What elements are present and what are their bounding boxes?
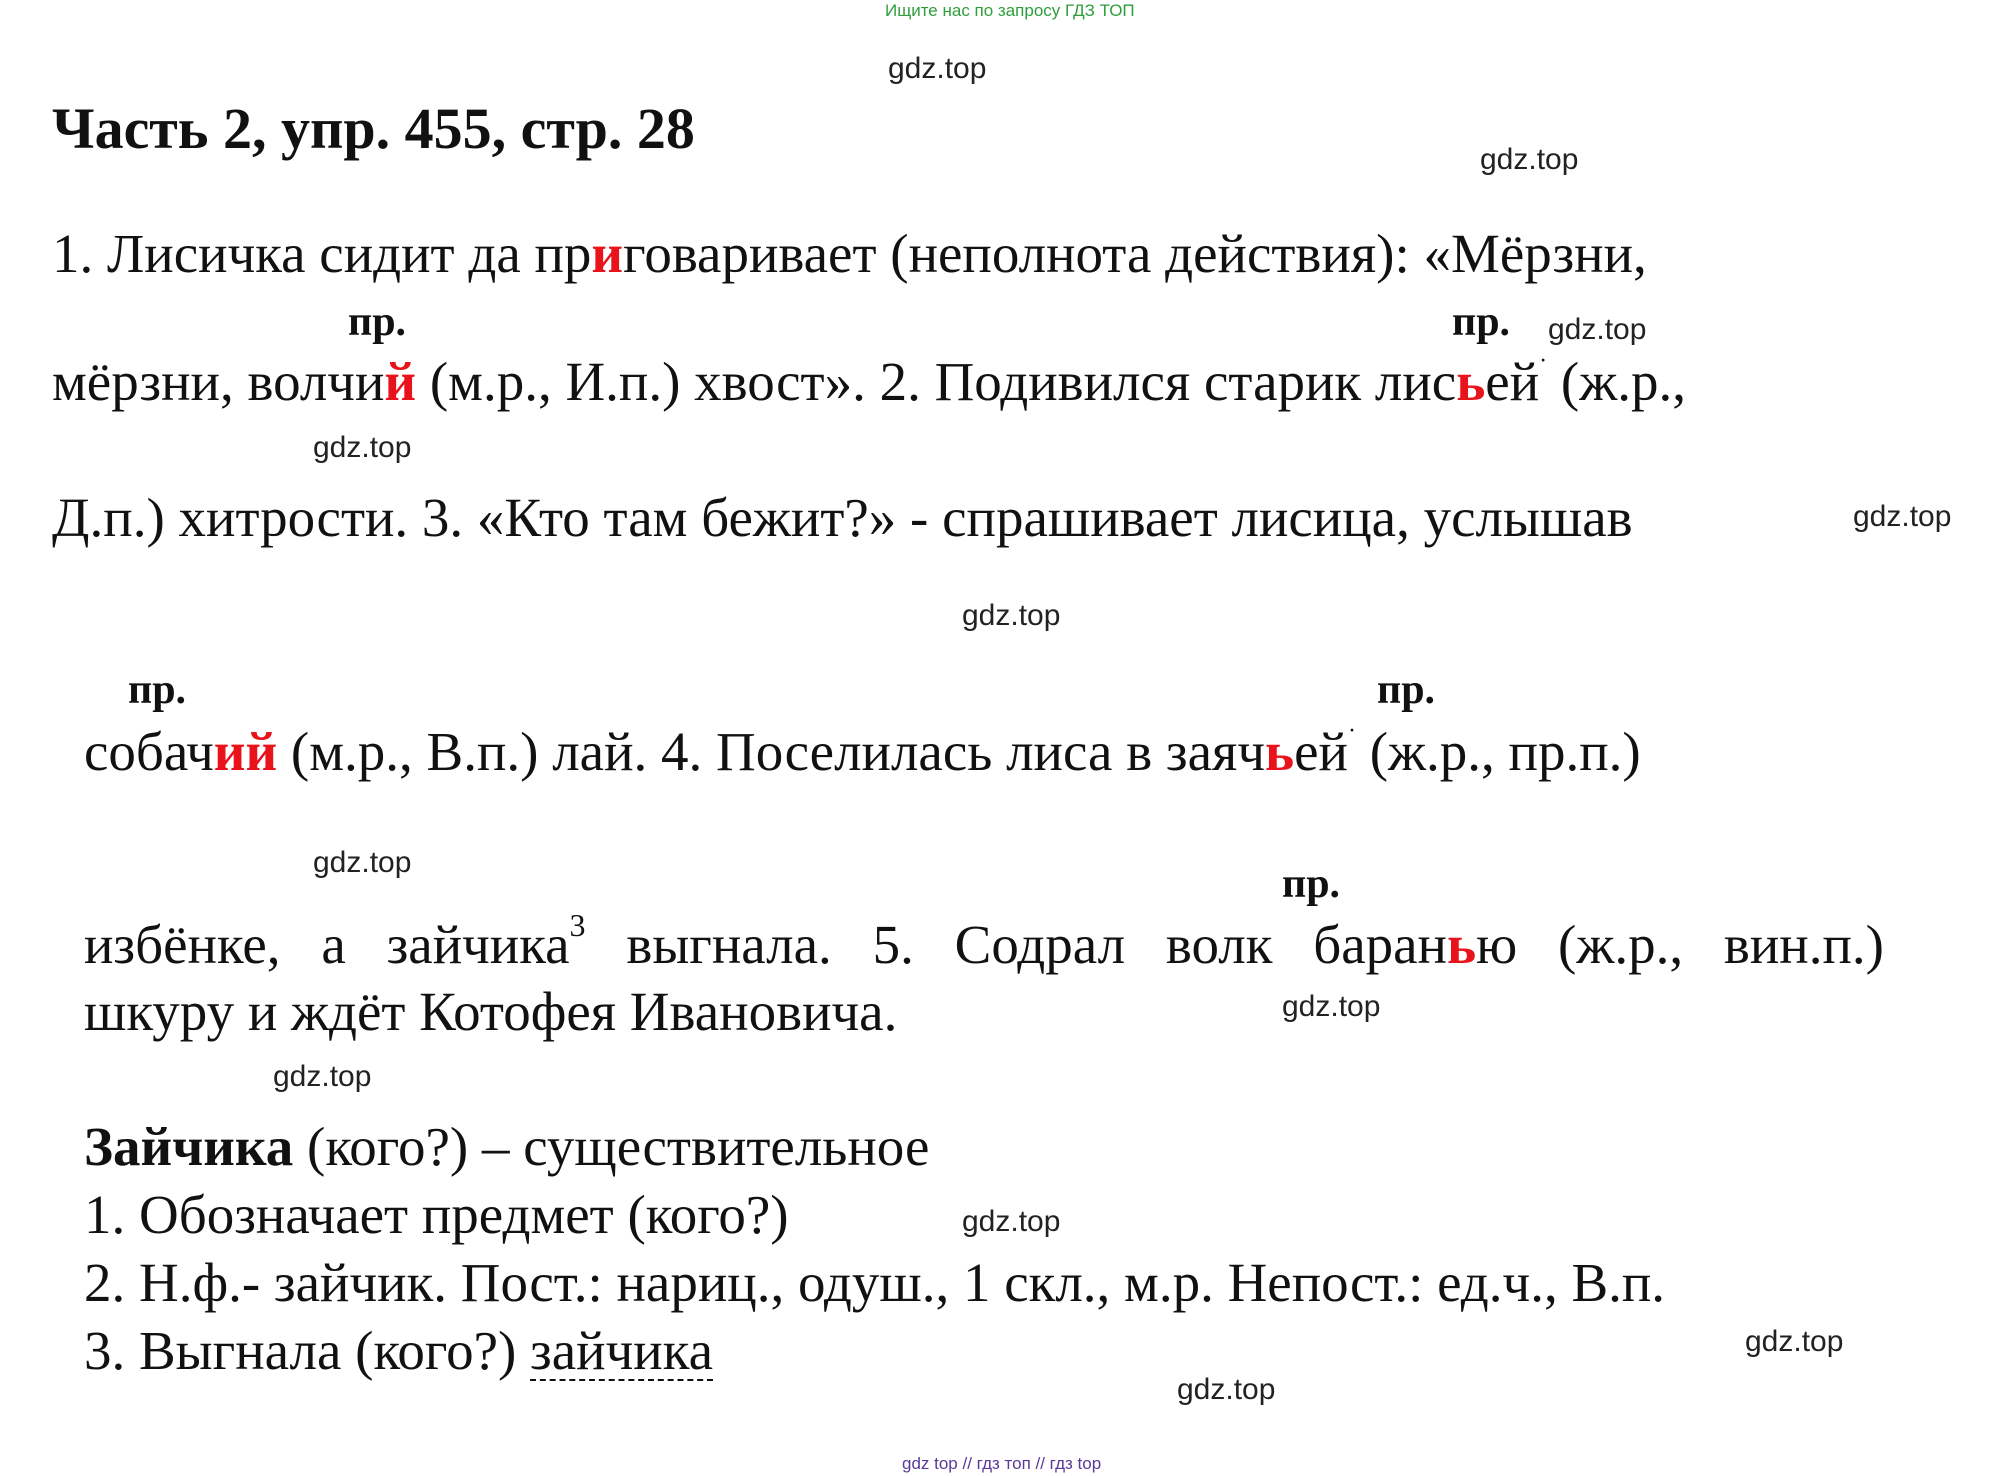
text-segment: баран — [1313, 914, 1447, 975]
watermark: gdz.top — [1548, 313, 1647, 346]
watermark: gdz.top — [1177, 1373, 1276, 1406]
highlighted-letter: й — [384, 351, 417, 412]
watermark: gdz.top — [1282, 990, 1381, 1023]
analysis-point-3 — [84, 1319, 713, 1382]
prefix-mark: пр. — [348, 299, 407, 345]
watermark: gdz.top — [962, 599, 1061, 632]
text-segment: (м.р., И.п.) хвост». 2. Подивился старик лис — [416, 351, 1457, 412]
object-underlined-word: зайчика — [530, 1320, 714, 1381]
watermark: gdz.top — [962, 1205, 1061, 1238]
watermark: gdz.top — [313, 431, 412, 464]
top-banner: Ищите нас по запросу ГДЗ ТОП — [885, 1, 1135, 20]
text-segment: мёрзни, волчи — [52, 351, 385, 412]
highlighted-letter: ь — [1265, 721, 1295, 782]
prefix-mark: пр. — [1377, 667, 1436, 713]
text-segment: ей — [1294, 721, 1348, 782]
word-with-highlight — [1313, 913, 1517, 976]
text-line-5 — [84, 907, 1884, 976]
watermark: gdz.top — [1745, 1325, 1844, 1358]
watermark: gdz.top — [888, 52, 987, 85]
text-segment: (ж.р., пр.п.) — [1355, 721, 1641, 782]
text-segment: ей — [1485, 351, 1540, 412]
text-line-1 — [52, 222, 1647, 285]
word: волк — [1165, 914, 1273, 975]
text-segment: ю — [1476, 914, 1518, 975]
word: Содрал — [954, 914, 1126, 975]
highlighted-letter: ий — [213, 721, 278, 782]
word: избёнке, — [84, 914, 281, 975]
analysis-point-1: 1. Обозначает предмет (кого?) — [84, 1184, 789, 1245]
dot-mark: · — [1347, 718, 1356, 744]
watermark: gdz.top — [313, 846, 412, 879]
word: выгнала. — [626, 914, 832, 975]
analysis-word: Зайчика — [84, 1116, 294, 1177]
footnote-mark: 3 — [569, 907, 586, 943]
watermark: gdz.top — [1480, 143, 1579, 176]
text-segment: собач — [84, 721, 214, 782]
text-segment: 3. Выгнала (кого?) — [84, 1320, 531, 1381]
page-title: Часть 2, упр. 455, стр. 28 — [52, 96, 695, 161]
prefix-mark: пр. — [1452, 299, 1511, 345]
highlighted-letter: ь — [1456, 351, 1486, 412]
text-line-4 — [84, 720, 1641, 783]
word-with-footnote — [386, 907, 586, 976]
watermark: gdz.top — [273, 1060, 372, 1093]
text-segment: (ж.р., — [1547, 351, 1686, 412]
text-segment: (м.р., В.п.) лай. 4. Поселилась лиса в заяч — [277, 721, 1266, 782]
text-segment: говаривает (неполнота действия): «Мёрзни, — [623, 223, 1647, 284]
analysis-heading — [84, 1115, 929, 1178]
prefix-mark: пр. — [1282, 861, 1341, 907]
text-segment: 1. Лисичка сидит да пр — [52, 223, 592, 284]
text-line-3: Д.п.) хитрости. 3. «Кто там бежит?» - спрашивает лисица, услышав — [52, 487, 1633, 548]
footer-links: gdz top // гдз топ // гдз top — [902, 1454, 1102, 1473]
analysis-heading-rest: (кого?) – существительное — [293, 1116, 930, 1177]
highlighted-letter: и — [591, 223, 624, 284]
word: зайчика — [386, 914, 570, 975]
text-line-6: шкуру и ждёт Котофея Ивановича. — [84, 981, 898, 1042]
highlighted-letter: ь — [1447, 914, 1477, 975]
word: 5. — [872, 914, 914, 975]
prefix-mark: пр. — [128, 667, 187, 713]
text-line-2 — [52, 350, 1686, 413]
analysis-point-2: 2. Н.ф.- зайчик. Пост.: нариц., одуш., 1 скл., м.р. Непост.: ед.ч., В.п. — [84, 1252, 1666, 1313]
watermark: gdz.top — [1853, 500, 1952, 533]
word: а — [321, 914, 346, 975]
word: (ж.р., — [1558, 914, 1684, 975]
dot-mark: · — [1539, 348, 1548, 374]
word: вин.п.) — [1723, 914, 1884, 975]
